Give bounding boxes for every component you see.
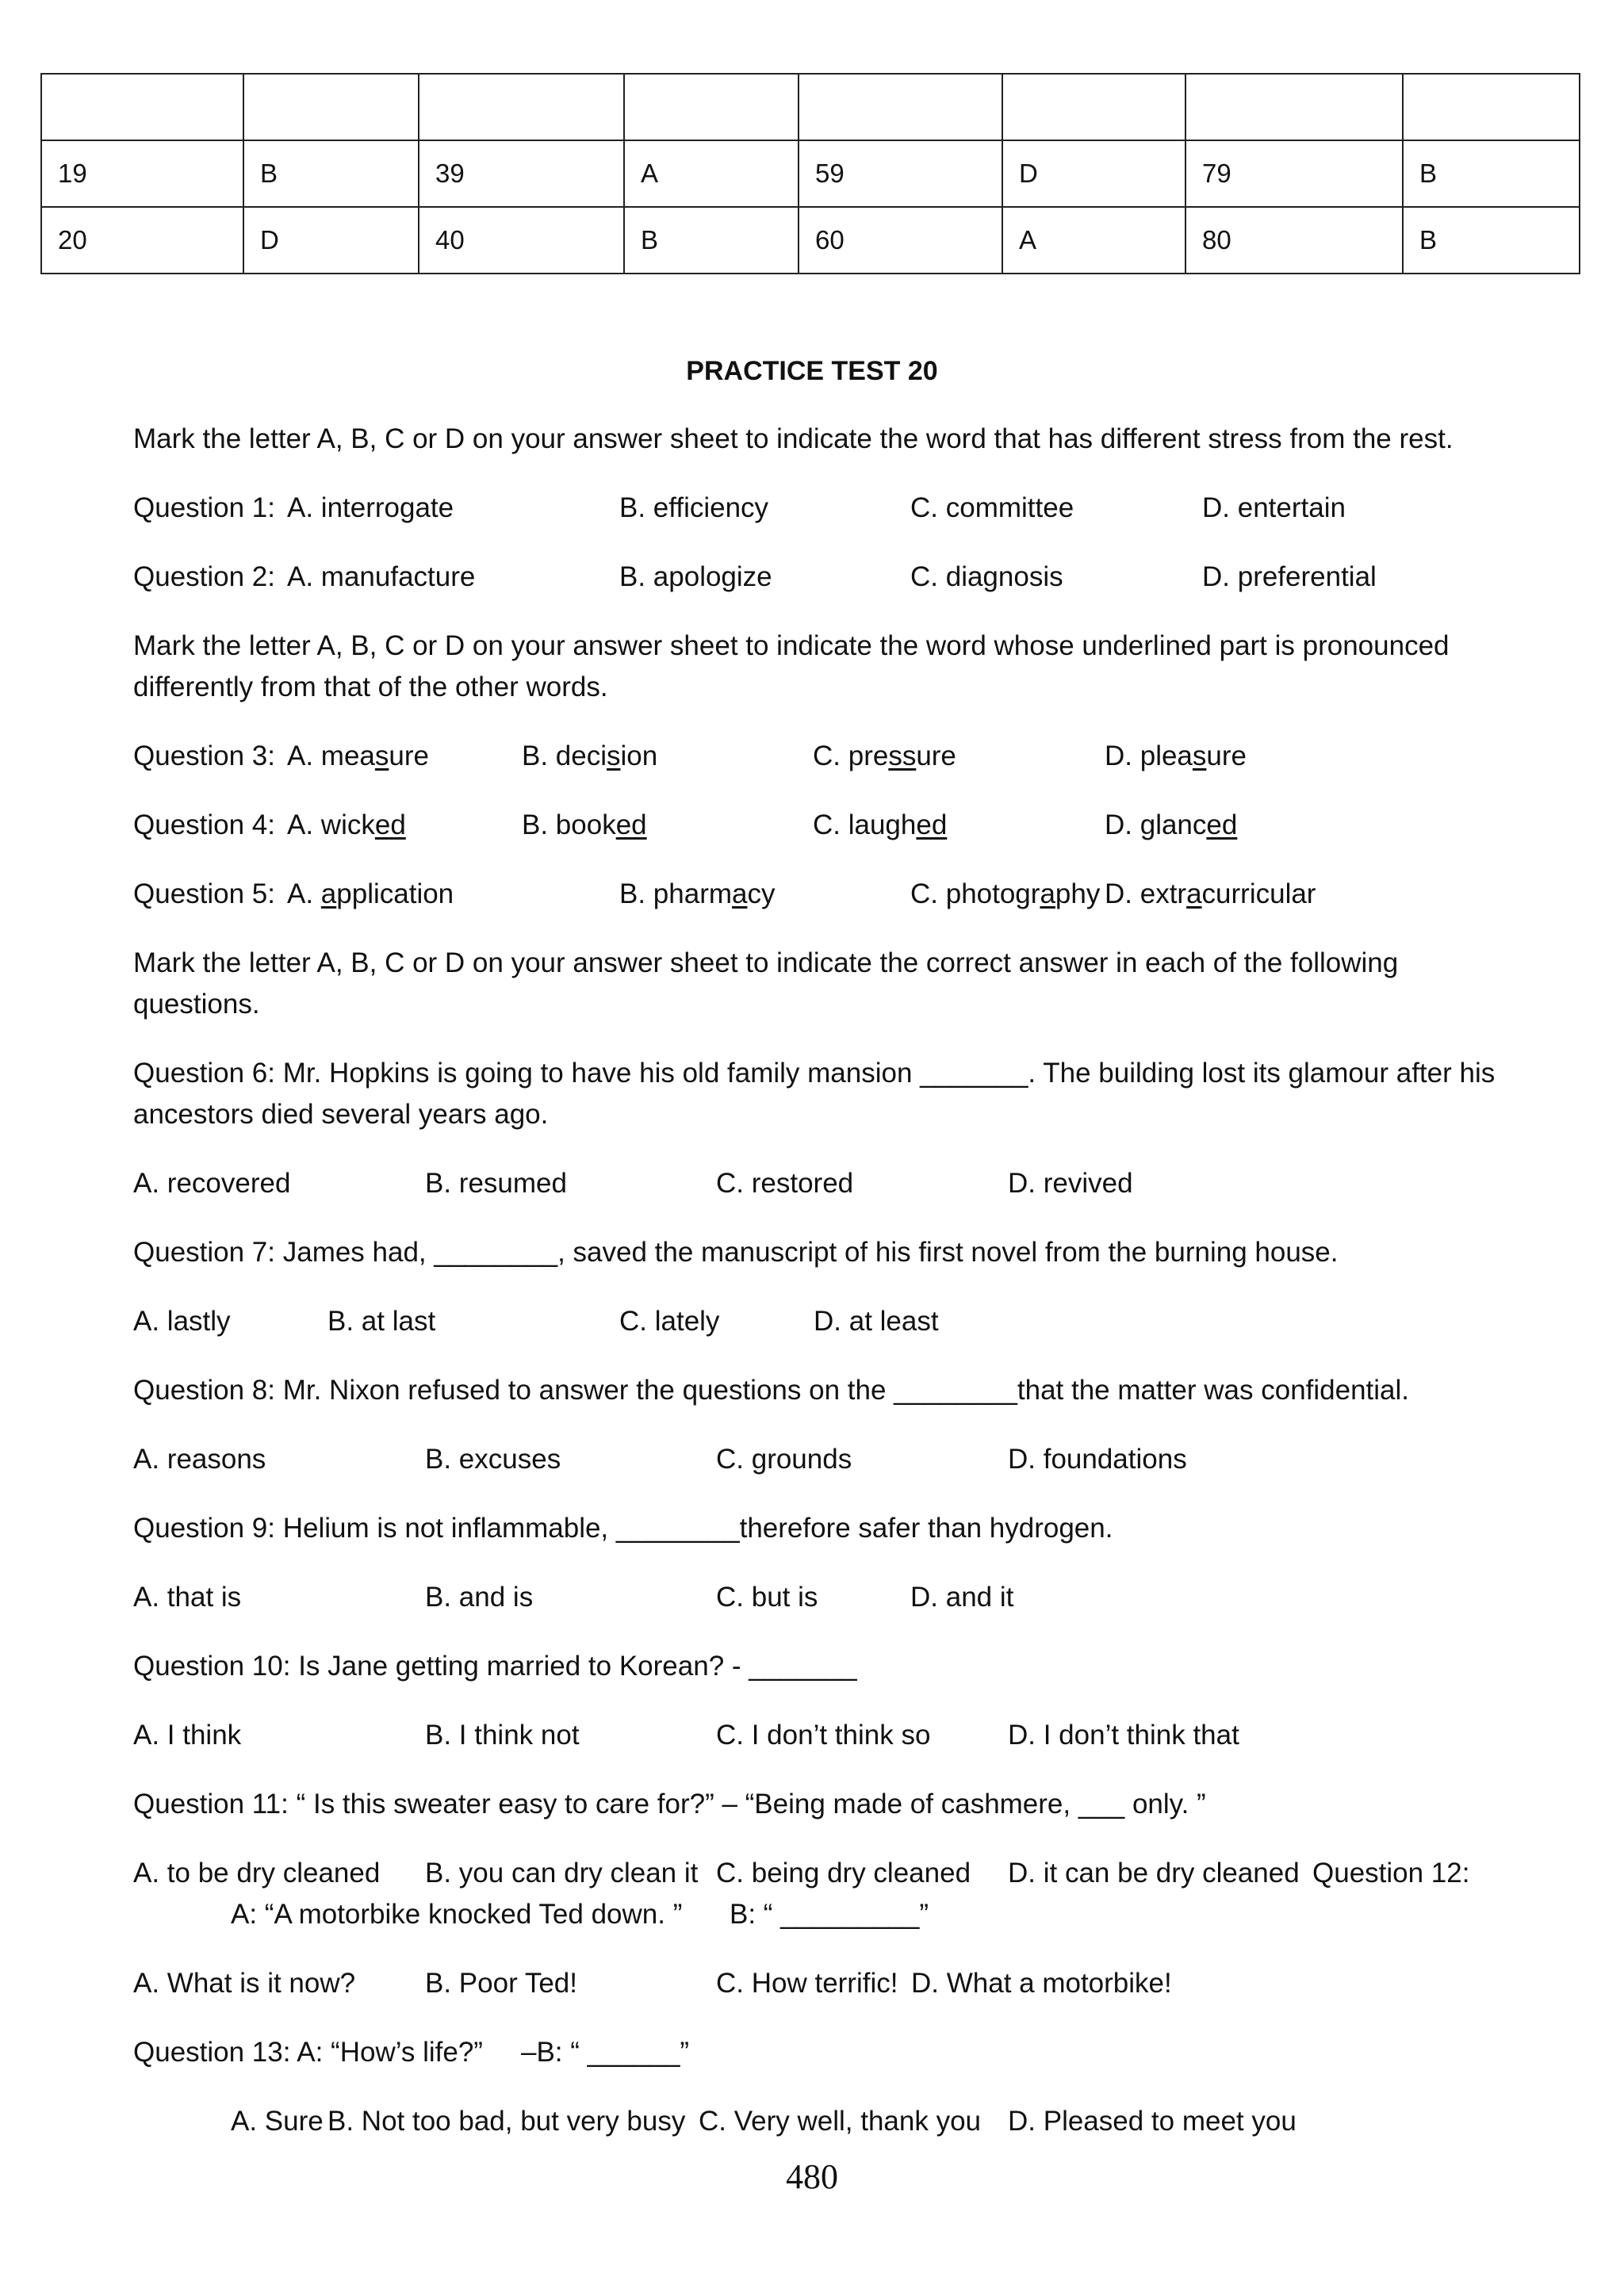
option-a: A. interrogate: [287, 492, 454, 523]
answer-table-row: [41, 140, 1580, 207]
option-d: D. Pleased to meet you: [1008, 2106, 1297, 2137]
question-label: Question 5:: [133, 878, 275, 909]
option-d: D. revived: [1008, 1168, 1133, 1199]
option-a: A. wicked: [287, 809, 406, 840]
option-d: D. pleasure: [1105, 740, 1247, 771]
option-a: A. measure: [287, 740, 429, 771]
question-7-stem: Question 7: James had, ________, saved the manuscript of his first novel from the burning house.: [133, 1237, 1339, 1268]
option-b: B. and is: [425, 1582, 534, 1613]
stress-instruction: Mark the letter A, B, C or D on your answer sheet to indicate the word that has different stress from the rest.: [133, 423, 1454, 454]
option-d: D. What a motorbike!: [911, 1968, 1172, 1999]
option-b: B. resumed: [425, 1168, 567, 1199]
answer-table-cell: B: [624, 207, 799, 274]
answer-table-cell: [1403, 74, 1580, 140]
option-c: C. laughed: [813, 809, 948, 840]
question-10-options: [133, 1715, 1481, 1756]
answer-table-cell: [1185, 74, 1403, 140]
question-label: Question 2:: [133, 561, 275, 592]
answer-table-cell: B: [1403, 140, 1580, 207]
question-11-options: [133, 1853, 1481, 1894]
answer-table-cell: 40: [419, 207, 624, 274]
question-13-options: [133, 2101, 1481, 2142]
option-b: B. Poor Ted!: [425, 1968, 577, 1999]
question-9-stem: Question 9: Helium is not inflammable, ________therefore safer than hydrogen.: [133, 1513, 1113, 1544]
page-number: 480: [786, 2157, 838, 2196]
question-13-stem: Question 13: A: “How’s life?” –B: “ ______”: [133, 2032, 1481, 2073]
answer-table-cell: B: [1403, 207, 1580, 274]
option-b: B. at last: [327, 1306, 436, 1337]
question-10-stem: Question 10: Is Jane getting married to Korean? - _______: [133, 1651, 857, 1682]
question-1: [133, 488, 1481, 529]
option-b: B. booked: [522, 809, 647, 840]
option-c: C. committee: [910, 492, 1074, 523]
answer-table-row: [41, 74, 1580, 140]
question-5: [133, 874, 1481, 915]
option-d: D. and it: [910, 1582, 1014, 1613]
question-6-options: [133, 1163, 1481, 1204]
option-b: B. I think not: [425, 1720, 580, 1751]
option-d: D. I don’t think that: [1008, 1720, 1239, 1751]
question-12-dialog: [133, 1894, 1481, 1935]
answer-table-cell: A: [624, 140, 799, 207]
answer-table-cell: B: [243, 140, 419, 207]
option-d: D. foundations: [1008, 1444, 1187, 1475]
answer-table-cell: [419, 74, 624, 140]
question-7-options: [133, 1301, 1481, 1342]
option-b: B. excuses: [425, 1444, 561, 1475]
option-a: A. manufacture: [287, 561, 476, 592]
question-8-stem: Question 8: Mr. Nixon refused to answer the questions on the ________that the matter was confidential.: [133, 1375, 1410, 1406]
answer-table-cell: [1002, 74, 1185, 140]
option-c: C. photography: [910, 878, 1101, 909]
option-d: D. extracurricular: [1105, 878, 1316, 909]
question-3: [133, 736, 1481, 777]
option-b: B. Not too bad, but very busy: [327, 2106, 686, 2137]
question-9-options: [133, 1577, 1481, 1618]
option-a: A. reasons: [133, 1444, 266, 1475]
answer-table-cell: D: [1002, 140, 1185, 207]
question-4: [133, 805, 1481, 846]
option-d: D. at least: [814, 1306, 939, 1337]
option-c: C. diagnosis: [910, 561, 1063, 592]
answer-table-cell: A: [1002, 207, 1185, 274]
answer-table-cell: 19: [41, 140, 243, 207]
question-12-label: Question 12:: [1312, 1858, 1470, 1888]
answer-table-cell: [624, 74, 799, 140]
option-c: C. but is: [716, 1582, 818, 1613]
option-c: C. lately: [619, 1306, 720, 1337]
answer-table-cell: 79: [1185, 140, 1403, 207]
option-c: C. How terrific!: [716, 1968, 898, 1999]
question-12-options: [133, 1963, 1481, 2004]
dialog-b: –B: “ ______”: [521, 2037, 690, 2068]
option-d: D. it can be dry cleaned: [1008, 1858, 1300, 1888]
answer-table-cell: 20: [41, 207, 243, 274]
option-b: B. efficiency: [619, 492, 769, 523]
option-a: A. lastly: [133, 1306, 231, 1337]
answer-table: [40, 73, 1580, 274]
option-c: C. being dry cleaned: [716, 1858, 971, 1888]
option-c: C. I don’t think so: [716, 1720, 931, 1751]
option-a: A. I think: [133, 1720, 242, 1751]
answer-table-cell: [243, 74, 419, 140]
pronunciation-instruction: Mark the letter A, B, C or D on your answer sheet to indicate the word whose underlined part is pronounced differently from that of the other words.: [133, 630, 1450, 702]
option-d: D. entertain: [1202, 492, 1346, 523]
option-b: B. decision: [522, 740, 658, 771]
option-b: B. you can dry clean it: [425, 1858, 699, 1888]
option-a: A. application: [287, 878, 454, 909]
option-a: A. to be dry cleaned: [133, 1858, 381, 1888]
answer-table-cell: 60: [799, 207, 1002, 274]
option-a: A. that is: [133, 1582, 242, 1613]
answer-table-row: [41, 207, 1580, 274]
option-c: C. Very well, thank you: [699, 2106, 981, 2137]
question-label: Question 3:: [133, 740, 275, 771]
option-c: C. grounds: [716, 1444, 852, 1475]
question-6-stem: Question 6: Mr. Hopkins is going to have his old family mansion _______. The building lost its glamour after his ancestors died several years ago.: [133, 1058, 1496, 1130]
option-c: C. pressure: [813, 740, 956, 771]
option-d: D. preferential: [1202, 561, 1377, 592]
question-11-stem: Question 11: “ Is this sweater easy to care for?” – “Being made of cashmere, ___ only. ”: [133, 1789, 1206, 1820]
option-a: A. Sure: [231, 2106, 324, 2137]
answer-table-cell: 80: [1185, 207, 1403, 274]
option-c: C. restored: [716, 1168, 854, 1199]
correct-answer-instruction: Mark the letter A, B, C or D on your answer sheet to indicate the correct answer in each of the following questions.: [133, 947, 1399, 1020]
question-label: Question 1:: [133, 492, 275, 523]
question-8-options: [133, 1439, 1481, 1480]
page-title: PRACTICE TEST 20: [686, 356, 938, 386]
answer-table-cell: 59: [799, 140, 1002, 207]
answer-table-cell: [799, 74, 1002, 140]
option-d: D. glanced: [1105, 809, 1238, 840]
question-label: Question 4:: [133, 809, 275, 840]
question-2: [133, 557, 1481, 598]
option-a: A. What is it now?: [133, 1968, 356, 1999]
answer-table-cell: D: [243, 207, 419, 274]
option-b: B. pharmacy: [619, 878, 776, 909]
option-a: A. recovered: [133, 1168, 291, 1199]
answer-table-cell: [41, 74, 243, 140]
option-b: B. apologize: [619, 561, 772, 592]
dialog-a: A: “A motorbike knocked Ted down. ”: [231, 1899, 683, 1930]
answer-table-cell: 39: [419, 140, 624, 207]
dialog-b: B: “ _________”: [730, 1899, 929, 1930]
